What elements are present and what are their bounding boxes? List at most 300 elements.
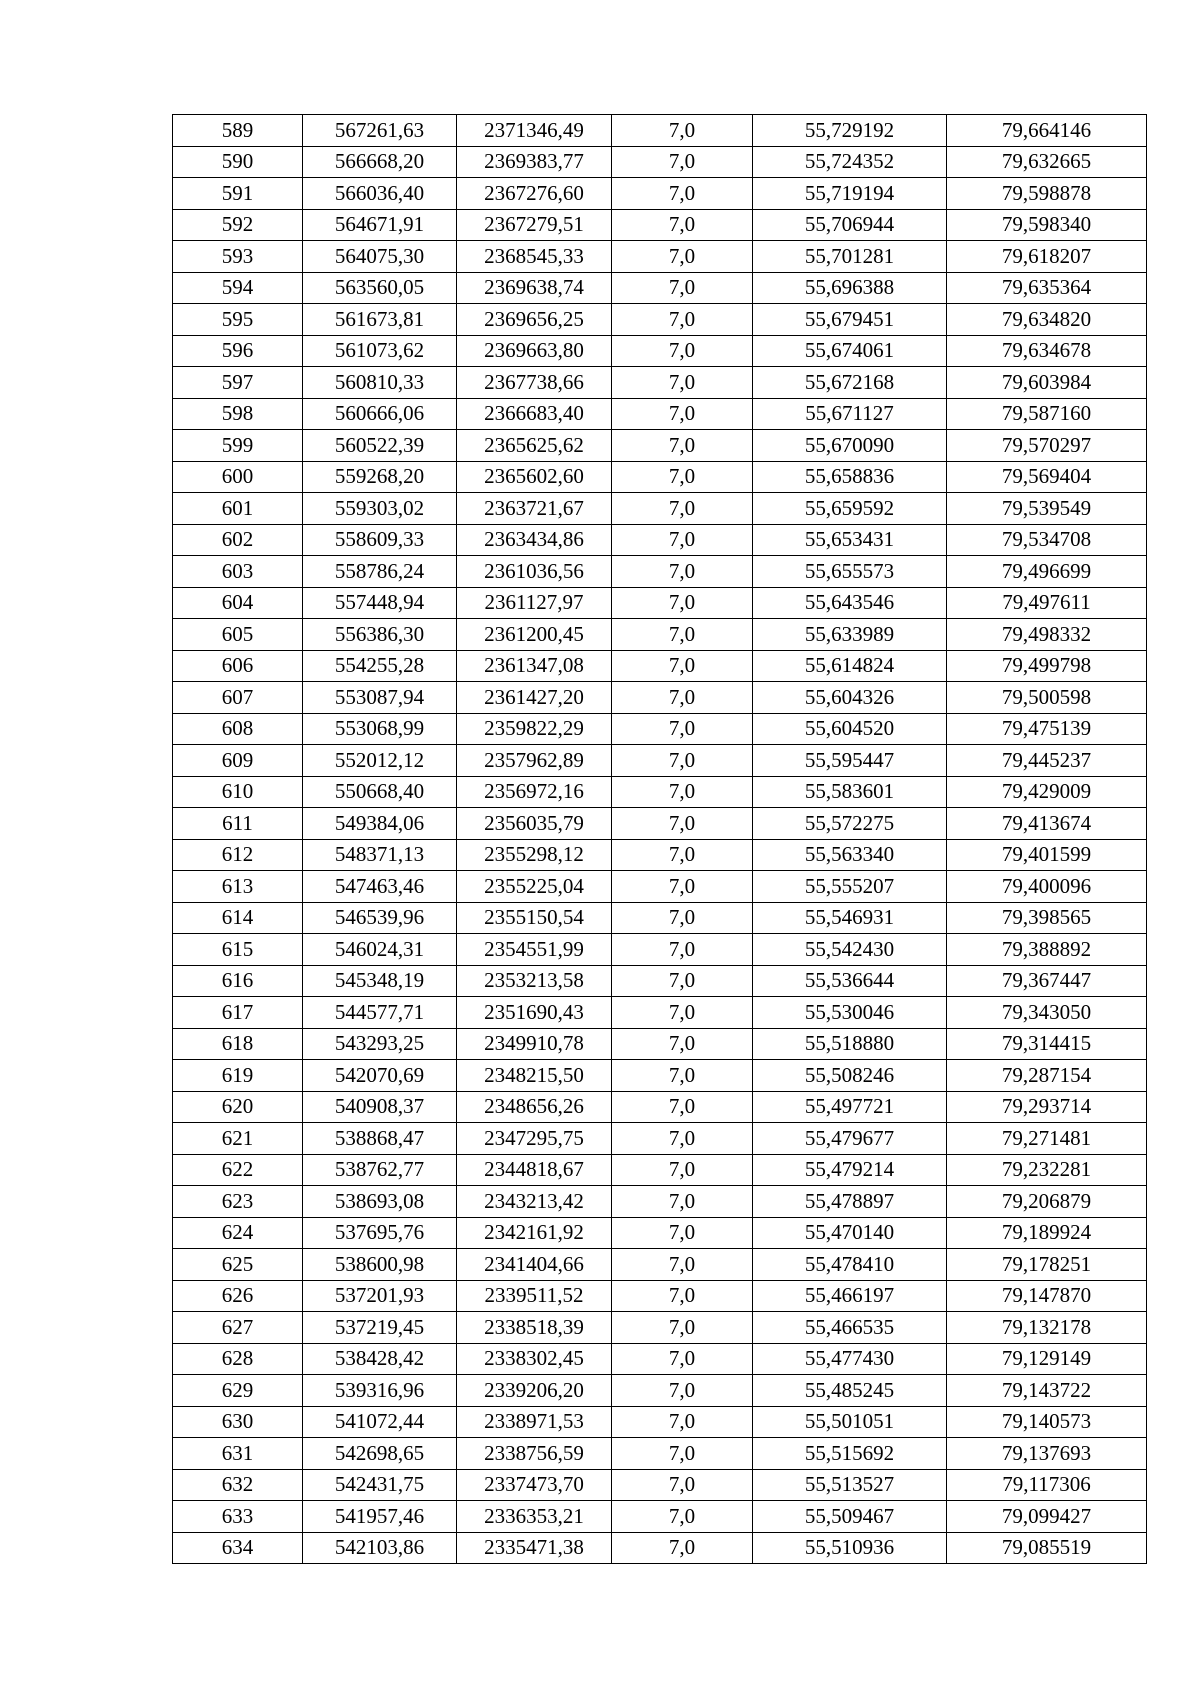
x-coordinate-cell: 542431,75	[303, 1469, 457, 1501]
latitude-cell: 55,701281	[753, 241, 947, 273]
table-row	[173, 1123, 1147, 1155]
y-coordinate-cell: 2361036,56	[457, 556, 612, 588]
x-coordinate-cell: 542070,69	[303, 1060, 457, 1092]
point-number-cell: 594	[173, 272, 303, 304]
longitude-cell: 79,140573	[947, 1406, 1147, 1438]
accuracy-cell: 7,0	[612, 650, 753, 682]
x-coordinate-cell: 552012,12	[303, 745, 457, 777]
table-row	[173, 1532, 1147, 1564]
y-coordinate-cell: 2344818,67	[457, 1154, 612, 1186]
table-row	[173, 934, 1147, 966]
x-coordinate-cell: 553087,94	[303, 682, 457, 714]
longitude-cell: 79,445237	[947, 745, 1147, 777]
latitude-cell: 55,659592	[753, 493, 947, 525]
latitude-cell: 55,501051	[753, 1406, 947, 1438]
accuracy-cell: 7,0	[612, 587, 753, 619]
longitude-cell: 79,189924	[947, 1217, 1147, 1249]
accuracy-cell: 7,0	[612, 1280, 753, 1312]
accuracy-cell: 7,0	[612, 304, 753, 336]
longitude-cell: 79,293714	[947, 1091, 1147, 1123]
point-number-cell: 605	[173, 619, 303, 651]
point-number-cell: 592	[173, 209, 303, 241]
y-coordinate-cell: 2341404,66	[457, 1249, 612, 1281]
longitude-cell: 79,367447	[947, 965, 1147, 997]
y-coordinate-cell: 2356972,16	[457, 776, 612, 808]
latitude-cell: 55,614824	[753, 650, 947, 682]
longitude-cell: 79,587160	[947, 398, 1147, 430]
latitude-cell: 55,719194	[753, 178, 947, 210]
accuracy-cell: 7,0	[612, 839, 753, 871]
table-row	[173, 808, 1147, 840]
y-coordinate-cell: 2343213,42	[457, 1186, 612, 1218]
table-row	[173, 367, 1147, 399]
table-row	[173, 241, 1147, 273]
y-coordinate-cell: 2336353,21	[457, 1501, 612, 1533]
table-row	[173, 1438, 1147, 1470]
accuracy-cell: 7,0	[612, 934, 753, 966]
latitude-cell: 55,633989	[753, 619, 947, 651]
point-number-cell: 610	[173, 776, 303, 808]
point-number-cell: 619	[173, 1060, 303, 1092]
accuracy-cell: 7,0	[612, 430, 753, 462]
x-coordinate-cell: 545348,19	[303, 965, 457, 997]
table-row	[173, 1280, 1147, 1312]
longitude-cell: 79,475139	[947, 713, 1147, 745]
x-coordinate-cell: 537219,45	[303, 1312, 457, 1344]
x-coordinate-cell: 542698,65	[303, 1438, 457, 1470]
longitude-cell: 79,232281	[947, 1154, 1147, 1186]
x-coordinate-cell: 566036,40	[303, 178, 457, 210]
y-coordinate-cell: 2369638,74	[457, 272, 612, 304]
longitude-cell: 79,178251	[947, 1249, 1147, 1281]
point-number-cell: 633	[173, 1501, 303, 1533]
x-coordinate-cell: 557448,94	[303, 587, 457, 619]
latitude-cell: 55,696388	[753, 272, 947, 304]
y-coordinate-cell: 2363721,67	[457, 493, 612, 525]
latitude-cell: 55,729192	[753, 115, 947, 147]
x-coordinate-cell: 560810,33	[303, 367, 457, 399]
accuracy-cell: 7,0	[612, 493, 753, 525]
longitude-cell: 79,271481	[947, 1123, 1147, 1155]
y-coordinate-cell: 2361427,20	[457, 682, 612, 714]
table-row	[173, 745, 1147, 777]
longitude-cell: 79,569404	[947, 461, 1147, 493]
x-coordinate-cell: 559268,20	[303, 461, 457, 493]
longitude-cell: 79,634820	[947, 304, 1147, 336]
point-number-cell: 598	[173, 398, 303, 430]
latitude-cell: 55,542430	[753, 934, 947, 966]
point-number-cell: 621	[173, 1123, 303, 1155]
y-coordinate-cell: 2348656,26	[457, 1091, 612, 1123]
y-coordinate-cell: 2367276,60	[457, 178, 612, 210]
longitude-cell: 79,117306	[947, 1469, 1147, 1501]
table-row	[173, 997, 1147, 1029]
x-coordinate-cell: 558786,24	[303, 556, 457, 588]
longitude-cell: 79,570297	[947, 430, 1147, 462]
y-coordinate-cell: 2366683,40	[457, 398, 612, 430]
latitude-cell: 55,670090	[753, 430, 947, 462]
longitude-cell: 79,664146	[947, 115, 1147, 147]
latitude-cell: 55,466535	[753, 1312, 947, 1344]
accuracy-cell: 7,0	[612, 682, 753, 714]
table-row	[173, 1091, 1147, 1123]
longitude-cell: 79,143722	[947, 1375, 1147, 1407]
longitude-cell: 79,388892	[947, 934, 1147, 966]
table-row	[173, 902, 1147, 934]
latitude-cell: 55,513527	[753, 1469, 947, 1501]
point-number-cell: 595	[173, 304, 303, 336]
table-row	[173, 335, 1147, 367]
x-coordinate-cell: 539316,96	[303, 1375, 457, 1407]
latitude-cell: 55,470140	[753, 1217, 947, 1249]
point-number-cell: 593	[173, 241, 303, 273]
y-coordinate-cell: 2337473,70	[457, 1469, 612, 1501]
table-row	[173, 1186, 1147, 1218]
point-number-cell: 616	[173, 965, 303, 997]
latitude-cell: 55,572275	[753, 808, 947, 840]
point-number-cell: 589	[173, 115, 303, 147]
accuracy-cell: 7,0	[612, 146, 753, 178]
latitude-cell: 55,604520	[753, 713, 947, 745]
accuracy-cell: 7,0	[612, 461, 753, 493]
accuracy-cell: 7,0	[612, 524, 753, 556]
point-number-cell: 599	[173, 430, 303, 462]
y-coordinate-cell: 2349910,78	[457, 1028, 612, 1060]
coordinates-table-body	[173, 115, 1147, 1564]
latitude-cell: 55,530046	[753, 997, 947, 1029]
longitude-cell: 79,500598	[947, 682, 1147, 714]
table-row	[173, 209, 1147, 241]
accuracy-cell: 7,0	[612, 1343, 753, 1375]
x-coordinate-cell: 537201,93	[303, 1280, 457, 1312]
table-row	[173, 1406, 1147, 1438]
x-coordinate-cell: 538428,42	[303, 1343, 457, 1375]
y-coordinate-cell: 2369656,25	[457, 304, 612, 336]
x-coordinate-cell: 558609,33	[303, 524, 457, 556]
accuracy-cell: 7,0	[612, 902, 753, 934]
y-coordinate-cell: 2356035,79	[457, 808, 612, 840]
longitude-cell: 79,598878	[947, 178, 1147, 210]
point-number-cell: 591	[173, 178, 303, 210]
table-row	[173, 1028, 1147, 1060]
latitude-cell: 55,515692	[753, 1438, 947, 1470]
table-row	[173, 1375, 1147, 1407]
y-coordinate-cell: 2365602,60	[457, 461, 612, 493]
point-number-cell: 609	[173, 745, 303, 777]
y-coordinate-cell: 2335471,38	[457, 1532, 612, 1564]
y-coordinate-cell: 2359822,29	[457, 713, 612, 745]
longitude-cell: 79,314415	[947, 1028, 1147, 1060]
table-row	[173, 146, 1147, 178]
y-coordinate-cell: 2353213,58	[457, 965, 612, 997]
y-coordinate-cell: 2369663,80	[457, 335, 612, 367]
point-number-cell: 631	[173, 1438, 303, 1470]
table-row	[173, 1154, 1147, 1186]
accuracy-cell: 7,0	[612, 209, 753, 241]
longitude-cell: 79,401599	[947, 839, 1147, 871]
accuracy-cell: 7,0	[612, 1532, 753, 1564]
longitude-cell: 79,129149	[947, 1343, 1147, 1375]
y-coordinate-cell: 2368545,33	[457, 241, 612, 273]
accuracy-cell: 7,0	[612, 871, 753, 903]
x-coordinate-cell: 540908,37	[303, 1091, 457, 1123]
table-row	[173, 1469, 1147, 1501]
point-number-cell: 634	[173, 1532, 303, 1564]
longitude-cell: 79,635364	[947, 272, 1147, 304]
table-row	[173, 493, 1147, 525]
x-coordinate-cell: 564671,91	[303, 209, 457, 241]
table-row	[173, 871, 1147, 903]
accuracy-cell: 7,0	[612, 178, 753, 210]
x-coordinate-cell: 561673,81	[303, 304, 457, 336]
latitude-cell: 55,479677	[753, 1123, 947, 1155]
accuracy-cell: 7,0	[612, 1123, 753, 1155]
accuracy-cell: 7,0	[612, 997, 753, 1029]
point-number-cell: 601	[173, 493, 303, 525]
table-row	[173, 619, 1147, 651]
x-coordinate-cell: 541957,46	[303, 1501, 457, 1533]
table-row	[173, 272, 1147, 304]
latitude-cell: 55,546931	[753, 902, 947, 934]
table-row	[173, 965, 1147, 997]
latitude-cell: 55,653431	[753, 524, 947, 556]
x-coordinate-cell: 538868,47	[303, 1123, 457, 1155]
y-coordinate-cell: 2351690,43	[457, 997, 612, 1029]
accuracy-cell: 7,0	[612, 1375, 753, 1407]
y-coordinate-cell: 2361200,45	[457, 619, 612, 651]
x-coordinate-cell: 553068,99	[303, 713, 457, 745]
table-row	[173, 1501, 1147, 1533]
longitude-cell: 79,343050	[947, 997, 1147, 1029]
x-coordinate-cell: 549384,06	[303, 808, 457, 840]
longitude-cell: 79,534708	[947, 524, 1147, 556]
accuracy-cell: 7,0	[612, 808, 753, 840]
point-number-cell: 615	[173, 934, 303, 966]
y-coordinate-cell: 2367279,51	[457, 209, 612, 241]
point-number-cell: 613	[173, 871, 303, 903]
table-row	[173, 398, 1147, 430]
x-coordinate-cell: 538762,77	[303, 1154, 457, 1186]
point-number-cell: 603	[173, 556, 303, 588]
x-coordinate-cell: 546539,96	[303, 902, 457, 934]
point-number-cell: 617	[173, 997, 303, 1029]
latitude-cell: 55,706944	[753, 209, 947, 241]
y-coordinate-cell: 2355225,04	[457, 871, 612, 903]
latitude-cell: 55,510936	[753, 1532, 947, 1564]
longitude-cell: 79,632665	[947, 146, 1147, 178]
point-number-cell: 608	[173, 713, 303, 745]
x-coordinate-cell: 559303,02	[303, 493, 457, 525]
latitude-cell: 55,536644	[753, 965, 947, 997]
table-row	[173, 682, 1147, 714]
accuracy-cell: 7,0	[612, 965, 753, 997]
latitude-cell: 55,679451	[753, 304, 947, 336]
y-coordinate-cell: 2339511,52	[457, 1280, 612, 1312]
x-coordinate-cell: 556386,30	[303, 619, 457, 651]
point-number-cell: 600	[173, 461, 303, 493]
point-number-cell: 611	[173, 808, 303, 840]
point-number-cell: 597	[173, 367, 303, 399]
accuracy-cell: 7,0	[612, 335, 753, 367]
accuracy-cell: 7,0	[612, 1501, 753, 1533]
point-number-cell: 612	[173, 839, 303, 871]
y-coordinate-cell: 2355150,54	[457, 902, 612, 934]
y-coordinate-cell: 2347295,75	[457, 1123, 612, 1155]
accuracy-cell: 7,0	[612, 1249, 753, 1281]
table-row	[173, 839, 1147, 871]
longitude-cell: 79,099427	[947, 1501, 1147, 1533]
accuracy-cell: 7,0	[612, 1438, 753, 1470]
y-coordinate-cell: 2354551,99	[457, 934, 612, 966]
longitude-cell: 79,598340	[947, 209, 1147, 241]
longitude-cell: 79,497611	[947, 587, 1147, 619]
x-coordinate-cell: 544577,71	[303, 997, 457, 1029]
accuracy-cell: 7,0	[612, 1186, 753, 1218]
latitude-cell: 55,478410	[753, 1249, 947, 1281]
accuracy-cell: 7,0	[612, 1154, 753, 1186]
x-coordinate-cell: 538600,98	[303, 1249, 457, 1281]
y-coordinate-cell: 2339206,20	[457, 1375, 612, 1407]
x-coordinate-cell: 537695,76	[303, 1217, 457, 1249]
accuracy-cell: 7,0	[612, 713, 753, 745]
x-coordinate-cell: 560522,39	[303, 430, 457, 462]
x-coordinate-cell: 563560,05	[303, 272, 457, 304]
longitude-cell: 79,132178	[947, 1312, 1147, 1344]
table-row	[173, 650, 1147, 682]
point-number-cell: 630	[173, 1406, 303, 1438]
latitude-cell: 55,509467	[753, 1501, 947, 1533]
longitude-cell: 79,618207	[947, 241, 1147, 273]
accuracy-cell: 7,0	[612, 745, 753, 777]
latitude-cell: 55,497721	[753, 1091, 947, 1123]
y-coordinate-cell: 2367738,66	[457, 367, 612, 399]
latitude-cell: 55,674061	[753, 335, 947, 367]
latitude-cell: 55,658836	[753, 461, 947, 493]
longitude-cell: 79,206879	[947, 1186, 1147, 1218]
accuracy-cell: 7,0	[612, 776, 753, 808]
table-row	[173, 556, 1147, 588]
accuracy-cell: 7,0	[612, 115, 753, 147]
latitude-cell: 55,466197	[753, 1280, 947, 1312]
x-coordinate-cell: 541072,44	[303, 1406, 457, 1438]
longitude-cell: 79,496699	[947, 556, 1147, 588]
accuracy-cell: 7,0	[612, 241, 753, 273]
latitude-cell: 55,477430	[753, 1343, 947, 1375]
x-coordinate-cell: 564075,30	[303, 241, 457, 273]
y-coordinate-cell: 2338302,45	[457, 1343, 612, 1375]
point-number-cell: 629	[173, 1375, 303, 1407]
latitude-cell: 55,643546	[753, 587, 947, 619]
accuracy-cell: 7,0	[612, 272, 753, 304]
table-row	[173, 1343, 1147, 1375]
y-coordinate-cell: 2371346,49	[457, 115, 612, 147]
point-number-cell: 620	[173, 1091, 303, 1123]
point-number-cell: 590	[173, 146, 303, 178]
latitude-cell: 55,508246	[753, 1060, 947, 1092]
point-number-cell: 622	[173, 1154, 303, 1186]
coordinates-table	[172, 114, 1147, 1564]
y-coordinate-cell: 2338756,59	[457, 1438, 612, 1470]
x-coordinate-cell: 567261,63	[303, 115, 457, 147]
latitude-cell: 55,671127	[753, 398, 947, 430]
point-number-cell: 623	[173, 1186, 303, 1218]
x-coordinate-cell: 561073,62	[303, 335, 457, 367]
y-coordinate-cell: 2363434,86	[457, 524, 612, 556]
point-number-cell: 624	[173, 1217, 303, 1249]
latitude-cell: 55,485245	[753, 1375, 947, 1407]
table-row	[173, 1312, 1147, 1344]
accuracy-cell: 7,0	[612, 619, 753, 651]
point-number-cell: 625	[173, 1249, 303, 1281]
accuracy-cell: 7,0	[612, 1091, 753, 1123]
x-coordinate-cell: 548371,13	[303, 839, 457, 871]
x-coordinate-cell: 547463,46	[303, 871, 457, 903]
longitude-cell: 79,499798	[947, 650, 1147, 682]
accuracy-cell: 7,0	[612, 1406, 753, 1438]
x-coordinate-cell: 560666,06	[303, 398, 457, 430]
y-coordinate-cell: 2357962,89	[457, 745, 612, 777]
latitude-cell: 55,583601	[753, 776, 947, 808]
y-coordinate-cell: 2338518,39	[457, 1312, 612, 1344]
longitude-cell: 79,413674	[947, 808, 1147, 840]
table-row	[173, 1060, 1147, 1092]
latitude-cell: 55,655573	[753, 556, 947, 588]
latitude-cell: 55,672168	[753, 367, 947, 399]
latitude-cell: 55,563340	[753, 839, 947, 871]
latitude-cell: 55,478897	[753, 1186, 947, 1218]
latitude-cell: 55,518880	[753, 1028, 947, 1060]
y-coordinate-cell: 2342161,92	[457, 1217, 612, 1249]
point-number-cell: 602	[173, 524, 303, 556]
point-number-cell: 604	[173, 587, 303, 619]
table-row	[173, 713, 1147, 745]
longitude-cell: 79,539549	[947, 493, 1147, 525]
latitude-cell: 55,479214	[753, 1154, 947, 1186]
longitude-cell: 79,498332	[947, 619, 1147, 651]
longitude-cell: 79,147870	[947, 1280, 1147, 1312]
x-coordinate-cell: 542103,86	[303, 1532, 457, 1564]
x-coordinate-cell: 550668,40	[303, 776, 457, 808]
accuracy-cell: 7,0	[612, 1217, 753, 1249]
y-coordinate-cell: 2355298,12	[457, 839, 612, 871]
point-number-cell: 618	[173, 1028, 303, 1060]
point-number-cell: 628	[173, 1343, 303, 1375]
latitude-cell: 55,604326	[753, 682, 947, 714]
point-number-cell: 607	[173, 682, 303, 714]
table-row	[173, 115, 1147, 147]
point-number-cell: 627	[173, 1312, 303, 1344]
table-row	[173, 304, 1147, 336]
latitude-cell: 55,595447	[753, 745, 947, 777]
longitude-cell: 79,137693	[947, 1438, 1147, 1470]
accuracy-cell: 7,0	[612, 367, 753, 399]
table-row	[173, 1217, 1147, 1249]
point-number-cell: 632	[173, 1469, 303, 1501]
point-number-cell: 596	[173, 335, 303, 367]
x-coordinate-cell: 566668,20	[303, 146, 457, 178]
x-coordinate-cell: 538693,08	[303, 1186, 457, 1218]
latitude-cell: 55,724352	[753, 146, 947, 178]
y-coordinate-cell: 2369383,77	[457, 146, 612, 178]
y-coordinate-cell: 2361127,97	[457, 587, 612, 619]
accuracy-cell: 7,0	[612, 556, 753, 588]
y-coordinate-cell: 2365625,62	[457, 430, 612, 462]
table-row	[173, 524, 1147, 556]
y-coordinate-cell: 2338971,53	[457, 1406, 612, 1438]
accuracy-cell: 7,0	[612, 398, 753, 430]
table-row	[173, 461, 1147, 493]
longitude-cell: 79,603984	[947, 367, 1147, 399]
